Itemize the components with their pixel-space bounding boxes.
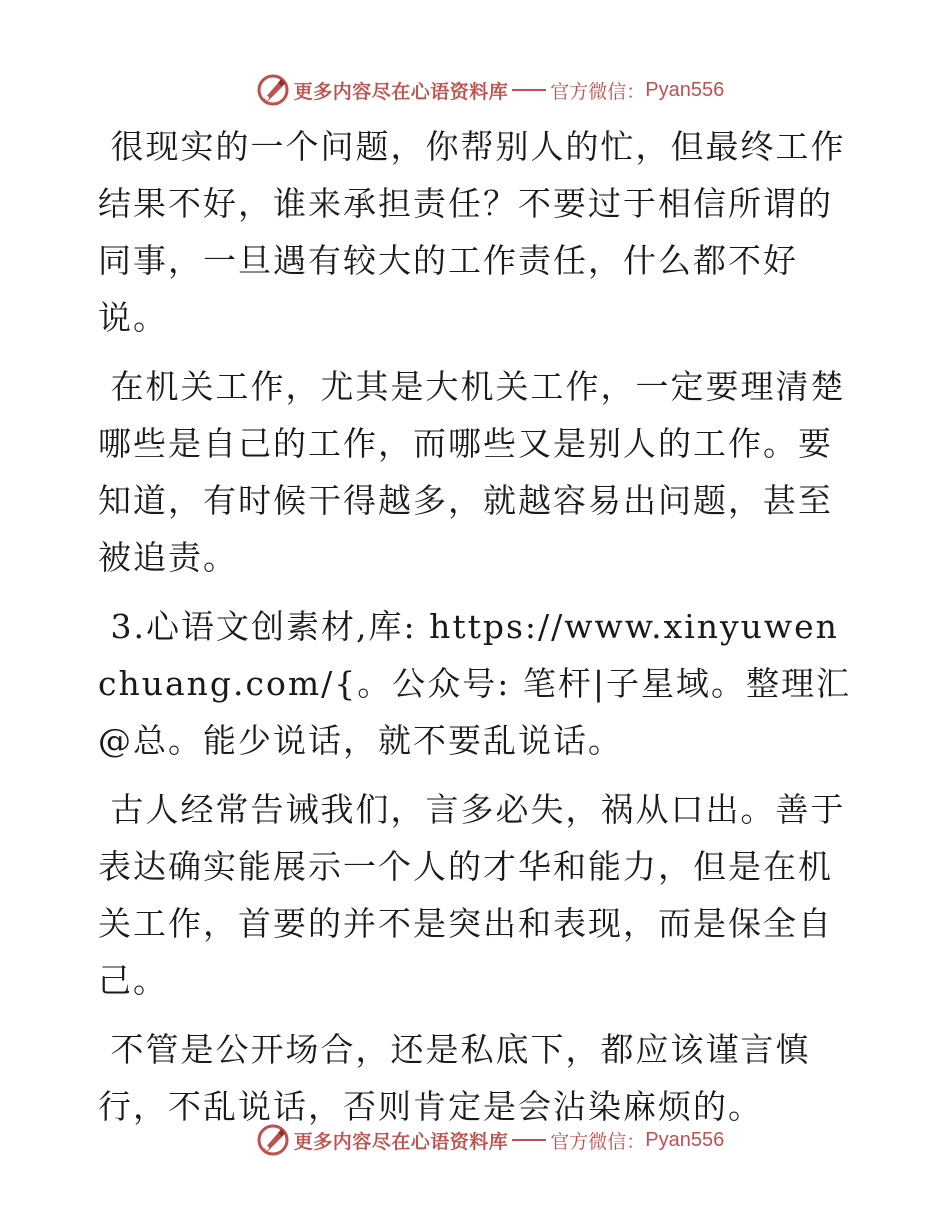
banner-title: 更多内容尽在心语资料库 [293, 80, 509, 103]
paragraph-2: 在机关工作，尤其是大机关工作，一定要理清楚哪些是自己的工作，而哪些又是别人的工作。要知道，有时候干得越多，就越容易出问题，甚至被追责。 [98, 367, 846, 577]
banner-wechat-id: Pyan556 [645, 1128, 725, 1151]
banner-dash [512, 1139, 546, 1141]
banner-wechat-label: 官方微信： [550, 1130, 646, 1153]
banner-wechat-id: Pyan556 [645, 78, 725, 101]
paragraph-3: 3.心语文创素材,库: https://www.xinyuwenchuang.com/{。公众号: 笔杆|子星域。整理汇@总。能少说话，就不要乱说话。 [98, 607, 852, 760]
banner-title: 更多内容尽在心语资料库 [293, 1130, 509, 1153]
document-body [98, 118, 858, 1147]
paragraph-1: 很现实的一个问题，你帮别人的忙，但最终工作结果不好，谁来承担责任？不要过于相信所谓的同事，一旦遇有较大的工作责任，什么都不好说。 [98, 127, 846, 337]
footer-banner [0, 1120, 950, 1160]
paragraph-4: 古人经常告诫我们，言多必失，祸从口出。善于表达确实能展示一个人的才华和能力，但是在机关工作，首要的并不是突出和表现，而是保全自己。 [98, 790, 846, 1000]
paragraph-5: 不管是公开场合，还是私底下，都应该谨言慎行，不乱说话，否则肯定是会沾染麻烦的。 [98, 1030, 811, 1126]
banner-wechat-label: 官方微信： [550, 80, 646, 103]
pen-logo-icon [256, 73, 290, 107]
banner-dash [512, 89, 546, 91]
header-banner [0, 70, 950, 110]
pen-logo-icon [256, 1123, 290, 1157]
